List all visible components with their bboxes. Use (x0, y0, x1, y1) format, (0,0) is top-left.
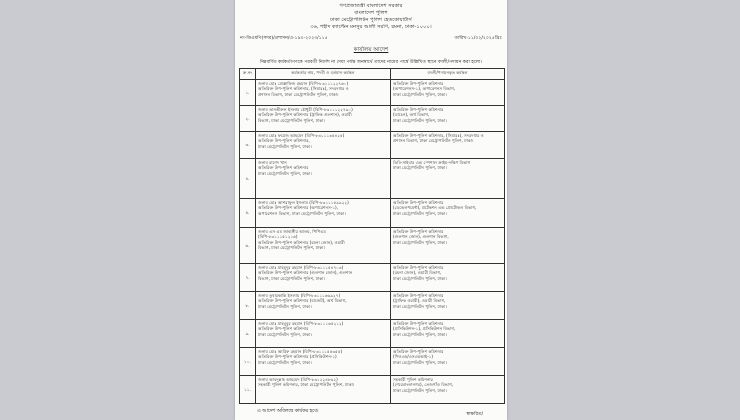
current-post-line: জনাব মোঃ মাহবুবুর রহমান (বিপি-৮৩১১১৬৫২১২) (258, 321, 344, 326)
table-row (240, 228, 505, 264)
table-row (240, 320, 505, 348)
row-current-post (256, 348, 391, 376)
table-row (240, 199, 505, 228)
current-post-line: জনাব তুষারকান্তি ইসলাম (বিপি-৮৩১১১৬৬৯২৭) (258, 293, 341, 298)
row-serial: ১. (240, 80, 256, 106)
current-post-line: সহকারী পুলিশ কমিশনার, ঢাকা মেট্রোপলিটন পুলিশ, ঢাকা। (258, 382, 355, 388)
row-current-post (256, 376, 391, 404)
new-post-line: ঢাকা মেট্রোপলিটন পুলিশ, ঢাকা। (393, 210, 447, 216)
row-serial: ১১. (240, 376, 256, 404)
current-post-line: অপারেশনস বিভাগ, ঢাকা মেট্রোপলিটন পুলিশ, ঢাকা। (258, 210, 346, 216)
new-post-line: অতিরিক্ত উপ-পুলিশ কমিশনার (393, 200, 444, 205)
new-post-line: (পিওএম/এসএমআই-১) (393, 354, 434, 360)
table-row (240, 159, 505, 199)
new-post-line: ঢাকা মেট্রোপলিটন পুলিশ, ঢাকা। (393, 91, 447, 97)
current-post-line: অতিরিক্ত উপ-পুলিশ কমিশনার, (সিমারঃ), সদরদপ্তর ও (258, 86, 349, 92)
new-post-line: (প্রসিকিউশন-১), প্রসিকিউশন বিভাগ, (393, 326, 456, 332)
row-current-post (256, 80, 391, 106)
table-row (240, 80, 505, 106)
current-post-line: ঢাকা মেট্রোপলিটন পুলিশ, ঢাকা। (258, 143, 312, 149)
current-post-line: বিভাগ, ঢাকা মেট্রোপলিটন পুলিশ, ঢাকা। (258, 245, 326, 251)
table-row (240, 106, 505, 132)
new-post-line: ঢাকা মেট্রোপলিটন পুলিশ, ঢাকা। (393, 275, 447, 281)
new-post-line: ঢাকা মেট্রোপলিটন পুলিশ, ঢাকা। (393, 387, 447, 393)
current-post-line: বিভাগ, ঢাকা মেট্রোপলিটন পুলিশ, ঢাকা। (258, 275, 326, 281)
new-post-line: (শেরেবাংলানগর), তেজগাঁও বিভাগ, (393, 382, 454, 388)
current-post-line: জনাব মোঃ আরিফ রহমান (বিপি-৮৩১১১৫৫৩৫৫) (258, 349, 343, 354)
new-post-line: ঢাকা মেট্রোপলিটন পুলিশ, ঢাকা। (393, 303, 447, 309)
current-post-line: জনাব মোঃ মাহমুদুর রহমান (বিপি-৮৩১১১৫৪৭০৩) (258, 265, 344, 270)
new-post-line: (ট্রাফিক ওয়ারী), ওয়ারী বিভাগ, (393, 298, 446, 304)
new-post-line: অতিরিক্ত উপ-পুলিশ কমিশনার (393, 81, 444, 86)
new-post-line: (ডাচেন), অর্থ বিভাগ, (393, 112, 430, 118)
current-post-line: অতিরিক্ত উপ-পুলিশ কমিশনার, (258, 138, 310, 144)
new-post-line: প্রশাসন বিভাগ, ঢাকা মেট্রোপলিটন পুলিশ, ঢাকা। (393, 138, 474, 144)
table-row (240, 376, 505, 404)
current-post-line: অতিরিক্ত উপ-পুলিশ কমিশনার (258, 165, 309, 171)
row-current-post (256, 132, 391, 159)
current-post-line: অতিরিক্ত উপ-পুলিশ কমিশনার (258, 326, 309, 332)
table-row (240, 264, 505, 292)
header-current-post: কর্মকর্তার নাম, পদবী ও বর্তমান কর্মস্থল (256, 69, 391, 80)
row-current-post (256, 159, 391, 199)
table-row (240, 348, 505, 376)
row-serial: ৬. (240, 228, 256, 264)
table-header-row (240, 69, 505, 80)
current-post-line: অতিরিক্ত উপ-পুলিশ কমিশনার (বাজেট), অর্থ বিভাগ, (258, 298, 347, 304)
new-post-line: সহকারী পুলিশ কমিশনার (393, 377, 433, 382)
row-new-post (391, 80, 505, 106)
row-new-post (391, 320, 505, 348)
current-post-line: ঢাকা মেট্রোপলিটন পুলিশ, ঢাকা। (258, 170, 312, 176)
table-row (240, 292, 505, 320)
current-post-line: অতিরিক্ত উপ-পুলিশ কমিশনার (ট্রাফিক গুলশান), ওয়ারী (258, 112, 352, 118)
new-post-line: (ডেভেলপমেন্ট), প্রটেকশন এন্ড প্রোটোকল বিভাগ, (393, 205, 477, 211)
current-post-line: ঢাকা মেট্রোপলিটন পুলিশ, ঢাকা। (258, 303, 312, 309)
row-new-post (391, 199, 505, 228)
row-new-post (391, 292, 505, 320)
row-new-post (391, 228, 505, 264)
new-post-line: অতিরিক্ত উপ-পুলিশ কমিশনার (393, 107, 444, 112)
new-post-line: অতিরিক্ত উপ-পুলিশ কমিশনার (393, 265, 444, 270)
row-new-post (391, 159, 505, 199)
current-post-line: বিভাগ, ঢাকা মেট্রোপলিটন পুলিশ, ঢাকা। (258, 117, 326, 123)
table-row (240, 132, 505, 159)
current-post-line: অতিরিক্ত উপ-পুলিশ কমিশনার (রমনা জোন), ওয়ারী (258, 239, 345, 245)
row-serial: ৫. (240, 199, 256, 228)
new-post-line: ঢাকা মেট্রোপলিটন পুলিশ, ঢাকা। (393, 165, 447, 171)
new-post-line: ঢাকা মেট্রোপলিটন পুলিশ, ঢাকা। (393, 239, 447, 245)
row-current-post (256, 320, 391, 348)
current-post-line: প্রশাসন বিভাগ, ঢাকা মেট্রোপলিটন পুলিশ, ঢাকা। (258, 91, 339, 97)
row-current-post (256, 199, 391, 228)
letterhead-line-4: ৩৬, শহীদ ক্যাপ্টেন মনসুর আলী সরণি, রমনা, ঢাকা-১০০০। (310, 24, 432, 30)
current-post-line: জনাব মোঃ ফয়েজ আহমেদ (বিপি-৮৩১১১৩৫৪২৫) (258, 133, 345, 138)
memo-date: তারিখ-১১/০২/২০২৫খ্রিঃ (454, 36, 502, 41)
row-serial: ৭. (240, 264, 256, 292)
new-post-line: ঢাকা মেট্রোপলিটন পুলিশ, ঢাকা। (393, 117, 447, 123)
new-post-line: ডিবি-সাইবার এন্ড স্পেশাল ক্রাইম-দক্ষিণ বিভাগ (393, 160, 471, 165)
current-post-line: অতিরিক্ত উপ-পুলিশ কমিশনার (গুলশান জোন), গুলশান (258, 270, 353, 276)
row-current-post (256, 228, 391, 264)
row-current-post (256, 264, 391, 292)
transfer-table (239, 68, 505, 404)
current-post-line: জনাব মোঃ মোস্তাফিজ রহমান (বিপি-৮৩১১১২২৭৬০) (258, 81, 349, 86)
row-serial: ২. (240, 106, 256, 132)
new-post-line: ঢাকা মেট্রোপলিটন পুলিশ, ঢাকা। (393, 331, 447, 337)
row-new-post (391, 106, 505, 132)
new-post-line: অতিরিক্ত উপ-পুলিশ কমিশনার (393, 293, 444, 298)
letterhead-line-3: ঢাকা মেট্রোপলিটন পুলিশ হেডকোয়ার্টার্স (330, 17, 412, 23)
letterhead-line-1: গণপ্রজাতন্ত্রী বাংলাদেশ সরকার (339, 3, 403, 9)
row-new-post (391, 132, 505, 159)
new-post-line: অতিরিক্ত উপ-পুলিশ কমিশনার (393, 229, 444, 234)
letterhead (235, 3, 507, 31)
row-serial: ৮. (240, 292, 256, 320)
current-post-line: জনাব এস এম জাহাঙ্গীর আলম, পিপিএম (258, 229, 326, 234)
row-new-post (391, 264, 505, 292)
reference-line (240, 34, 502, 42)
current-post-line: জনাব তানভীরুল ইসলাম চৌধুরী (বিপি-৮৩১১১২২৭৯০) (258, 107, 353, 112)
current-post-line: ঢাকা মেট্রোপলিটন পুলিশ, ঢাকা। (258, 331, 312, 337)
current-post-line: (বিপি-৮৩১১১৫১২১৬) (258, 234, 298, 240)
current-post-line: জনাব মোঃ আশরাফুল ইসলাম (বিপি-৮৩১১১৫৯৯২২) (258, 200, 349, 205)
current-post-line: ঢাকা মেট্রোপলিটন পুলিশ, ঢাকা। (258, 359, 312, 365)
new-post-line: (অপারেশনস-১), অপারেশনস বিভাগ, (393, 86, 456, 92)
new-post-line: অতিরিক্ত উপ-পুলিশ কমিশনার, (সিমারঃ), সদরদপ্তর ও (393, 133, 484, 138)
footer-note: এ আদেশ অবিলম্বে কার্যকর হবে। (257, 409, 319, 414)
order-title: কার্যালয় আদেশ (353, 47, 389, 53)
current-post-line: জনাব আবদুল্লাহ আহমেদ (বিপি-৮৩১২২৪৮৬২) (258, 377, 338, 382)
new-post-line: ঢাকা মেট্রোপলিটন পুলিশ, ঢাকা। (393, 359, 447, 365)
signature: স্বাক্ষরিত/ (466, 412, 483, 417)
row-serial: ৪. (240, 159, 256, 199)
new-post-line: অতিরিক্ত উপ-পুলিশ কমিশনার (393, 349, 444, 354)
row-new-post (391, 376, 505, 404)
document-page (235, 0, 507, 420)
current-post-line: অতিরিক্ত উপ-পুলিশ কমিশনার (প্রসিকিউশন-১) (258, 354, 337, 360)
new-post-line: (রমনা জোন), ওয়ারী বিভাগ, (393, 270, 442, 276)
new-post-line: (গুলশান জোন), গুলশান বিভাগ, (393, 234, 449, 240)
header-serial: ক্র.নং (240, 69, 256, 80)
letterhead-line-2: বাংলাদেশ পুলিশ (354, 10, 388, 16)
order-intro: নিম্নবর্ণিত কর্মকর্তাগণকে পরবর্তী নির্দেশ না দেয়া পর্যন্ত জনস্বার্থে তাদের নামের পার্শ্বে উল্লিখিত স্থানে বদলী/পদায়ন করা হলো। (260, 60, 482, 65)
row-serial: ৯. (240, 320, 256, 348)
row-current-post (256, 106, 391, 132)
header-new-post: বদলী/পদায়নকৃত কর্মস্থল (391, 69, 505, 80)
new-post-line: অতিরিক্ত উপ-পুলিশ কমিশনার (393, 321, 444, 326)
current-post-line: জনাব রাশেদ খান (258, 160, 287, 165)
current-post-line: অতিরিক্ত উপ-পুলিশ কমিশনার (অপারেশনস-১), (258, 205, 338, 211)
row-serial: ১০. (240, 348, 256, 376)
row-serial: ৩. (240, 132, 256, 159)
memo-number: নং-ডিএমপি(সদর)/প্রশাসন/এ-১৯০-২০২৩/১১৫ (240, 36, 328, 41)
row-current-post (256, 292, 391, 320)
row-new-post (391, 348, 505, 376)
